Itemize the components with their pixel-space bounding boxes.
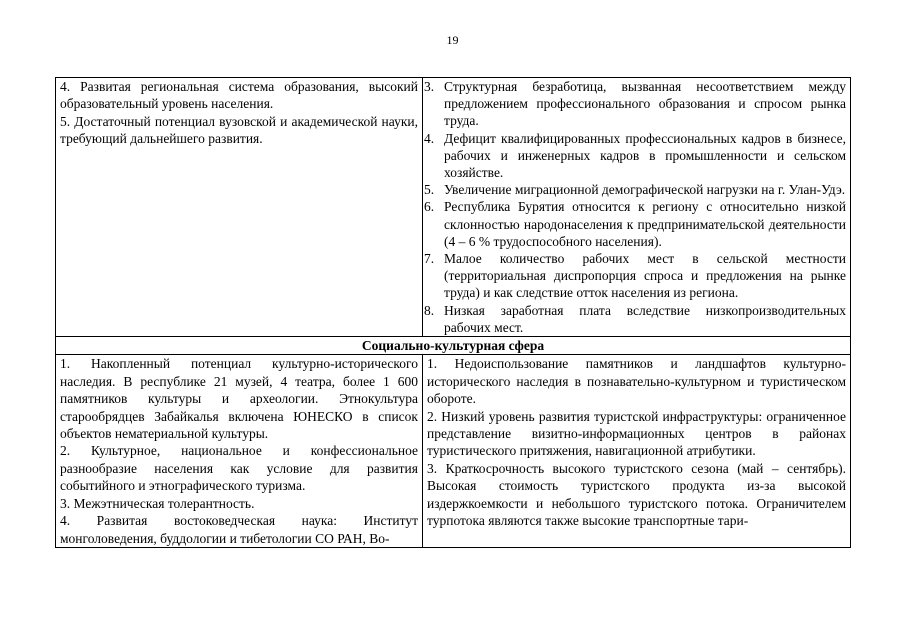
item-number: 4. [424,130,435,146]
list-item: 5. Достаточный потенциал вузовской и академической науки, требующий дальнейшего развития. [60,113,418,147]
weaknesses-cell [423,78,851,337]
section-title: Социально-культурная сфера [56,337,851,355]
list-item: 4. Развитая региональная система образования, высокий образовательный уровень населения. [60,79,418,112]
page-number: 19 [446,33,459,47]
table-row-sociocultural [56,355,851,547]
item-text: Дефицит квалифицированных профессиональных кадров в бизнесе, рабочих и инженерных кадров в промышленности и сельском хозяйстве. [444,130,846,181]
list-item: 1. Недоиспользование памятников и ландшафтов культурно-исторического наследия в познавательно-культурном и туристическом обороте. [427,356,846,407]
list-item [424,302,846,336]
item-text: Структурная безработица, вызванная несоответствием между предложением профессионального образования и спросом рынка труда. [444,79,846,129]
item-number: 3. [424,79,435,94]
list-item [424,250,846,302]
item-text: Низкая заработная плата вследствие низкопроизводительных рабочих мест. [444,302,846,335]
item-text: Малое количество рабочих мест в сельской местности (территориальная диспропорция спроса и предложения на рынке труда) и как следствие отток населения из региона. [444,251,846,301]
item-number: 5. [424,182,435,198]
strengths-cell [56,355,423,547]
item-number: 8. [424,302,435,318]
item-number: 7. [424,251,435,267]
list-item: 2. Культурное, национальное и конфессиональное разнообразие населения как условие для развития событийного и этнографического туризма. [60,443,418,494]
table-row-section [56,337,851,355]
item-text: Увеличение миграционной демографической нагрузки на г. Улан-Удэ. [444,182,846,198]
strengths-cell [56,78,423,337]
list-item: 2. Низкий уровень развития туристской инфраструктуры: ограниченное представление визитно-информационных центров в районах туристического притяжения, навигационной атрибутики. [427,408,846,459]
list-item: 4. Развитая востоковедческая наука: Институт монголоведения, буддологии и тибетологии СО РАН, Во- [60,513,418,546]
list-item: 3. Межэтническая толерантность. [60,495,255,511]
swot-table [55,77,851,548]
list-item: 1. Накопленный потенциал культурно-исторического наследия. В республике 21 музей, 4 театра, более 1 600 памятников культуры и археологии. Этнокультура старообрядцев Забайкалья включена ЮНЕСКО в список объектов нематериальной культуры. [60,356,418,442]
list-item [424,198,846,250]
item-number: 6. [424,199,435,215]
list-item [424,130,846,182]
list-item [424,78,846,130]
weaknesses-cell [423,355,851,547]
table-row-education [56,78,851,337]
list-item [424,181,846,198]
list-item: 3. Краткосрочность высокого туристского сезона (май – сентябрь). Высокая стоимость туристского продукта из-за высокой издержкоемкости и небольшого туристского потока. Ограничителем турпотока являются также высокие транспортные тари- [427,460,846,529]
item-text: Республика Бурятия относится к региону с относительно низкой склонностью народонаселения к предпринимательской деятельности (4 – 6 % трудоспособного населения). [444,199,846,249]
